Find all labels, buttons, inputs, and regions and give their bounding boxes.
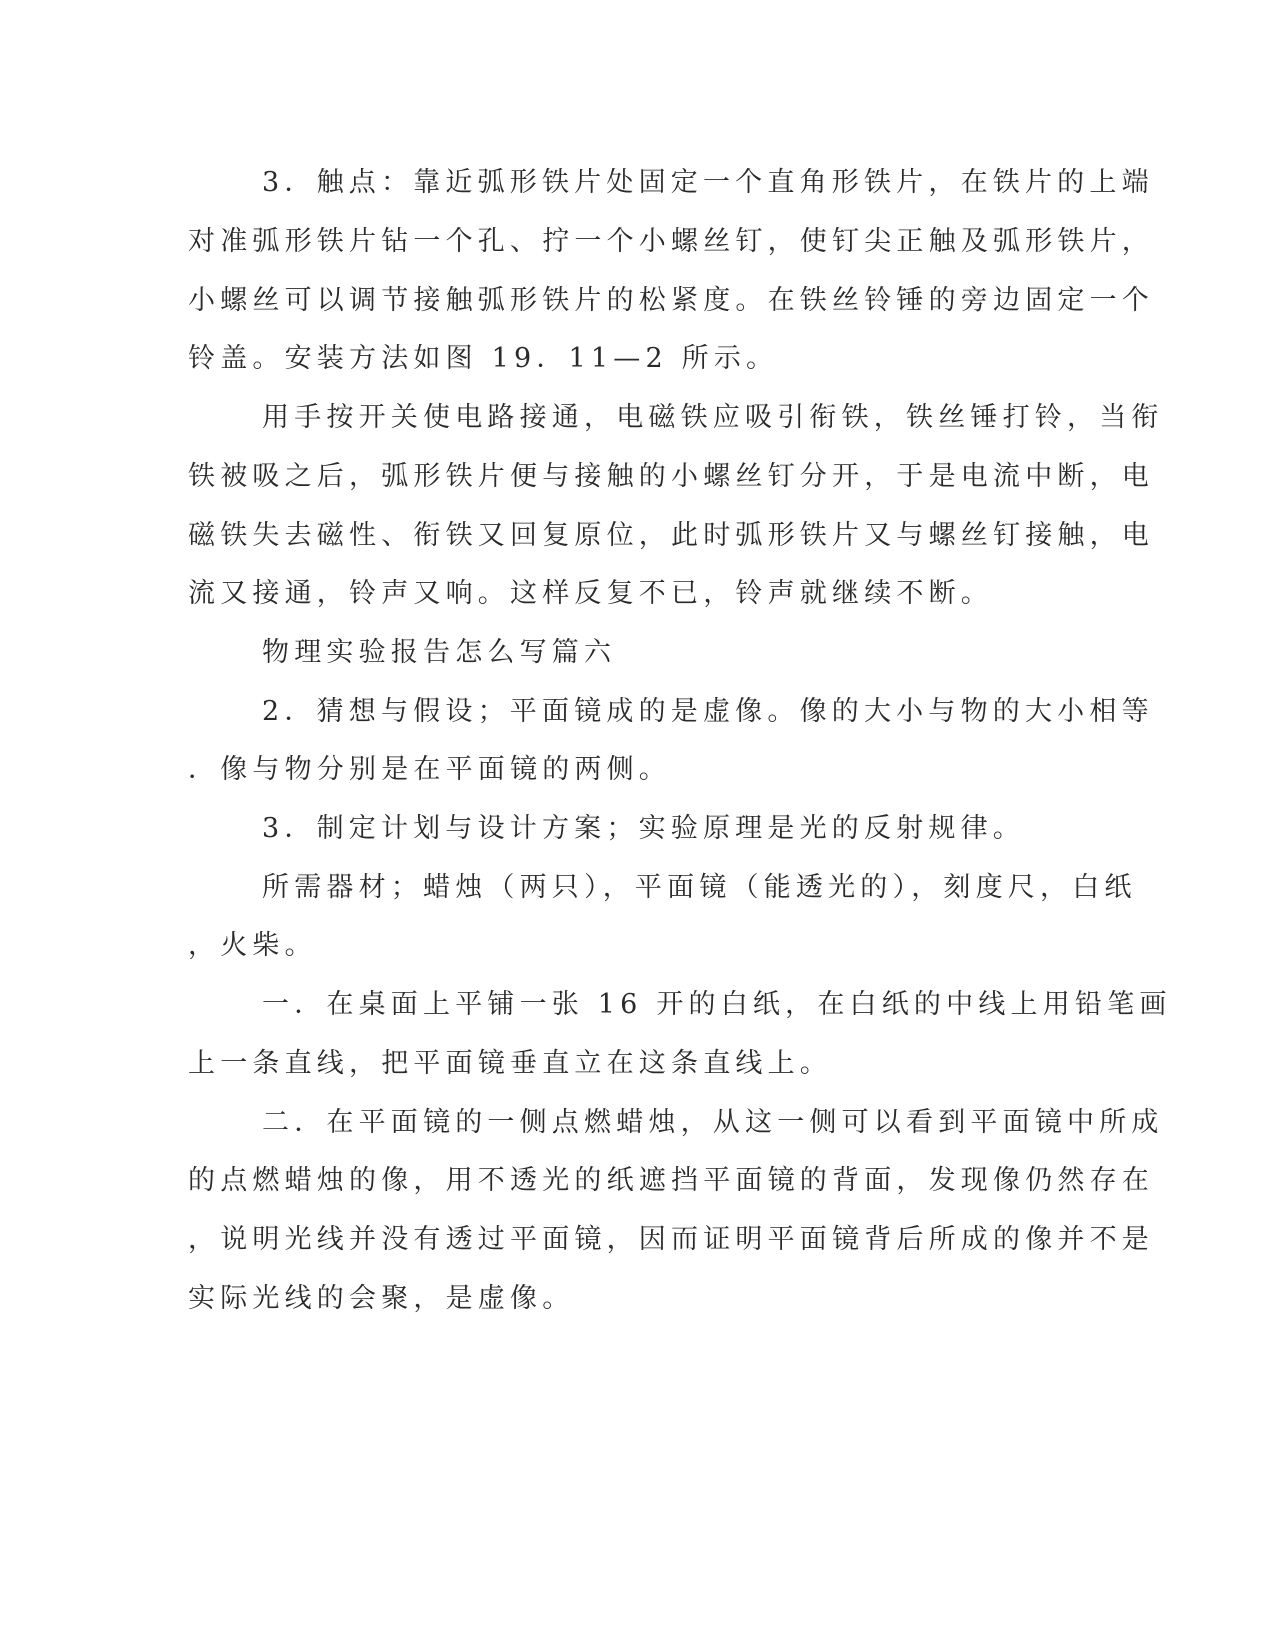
section-heading: 物理实验报告怎么写篇六 — [262, 637, 617, 668]
text-line: 的点燃蜡烛的像，用不透光的纸遮挡平面镜的背面，发现像仍然存在 — [188, 1165, 1154, 1196]
text-line: 流又接通，铃声又响。这样反复不已，铃声就继续不断。 — [188, 578, 993, 609]
text-line: 实际光线的会聚，是虚像。 — [188, 1283, 575, 1314]
text-line: ，火柴。 — [188, 930, 317, 961]
text-line: 一．在桌面上平铺一张 16 开的白纸，在白纸的中线上用铅笔画 — [262, 989, 1172, 1020]
text-line: 所需器材；蜡烛（两只），平面镜（能透光的），刻度尺，白纸 — [262, 872, 1137, 903]
text-line: 铃盖。安装方法如图 19．11—2 所示。 — [188, 343, 779, 374]
text-line: ．像与物分别是在平面镜的两侧。 — [188, 754, 671, 785]
text-line: 3．触点：靠近弧形铁片处固定一个直角形铁片，在铁片的上端 — [262, 167, 1154, 198]
text-line: 2．猜想与假设；平面镜成的是虚像。像的大小与物的大小相等 — [262, 696, 1154, 727]
text-line: 磁铁失去磁性、衔铁又回复原位，此时弧形铁片又与螺丝钉接触，电 — [188, 520, 1154, 551]
text-line: 上一条直线，把平面镜垂直立在这条直线上。 — [188, 1048, 832, 1079]
text-line: 对准弧形铁片钻一个孔、拧一个小螺丝钉，使钉尖正触及弧形铁片， — [188, 226, 1154, 257]
text-line: 二．在平面镜的一侧点燃蜡烛，从这一侧可以看到平面镜中所成 — [262, 1107, 1164, 1138]
text-line: 用手按开关使电路接通，电磁铁应吸引衔铁，铁丝锤打铃，当衔 — [262, 402, 1164, 433]
text-line: ，说明光线并没有透过平面镜，因而证明平面镜背后所成的像并不是 — [188, 1224, 1154, 1255]
text-line: 小螺丝可以调节接触弧形铁片的松紧度。在铁丝铃锤的旁边固定一个 — [188, 285, 1154, 316]
text-line: 3．制定计划与设计方案；实验原理是光的反射规律。 — [262, 813, 1025, 844]
text-line: 铁被吸之后，弧形铁片便与接触的小螺丝钉分开，于是电流中断，电 — [188, 461, 1154, 492]
